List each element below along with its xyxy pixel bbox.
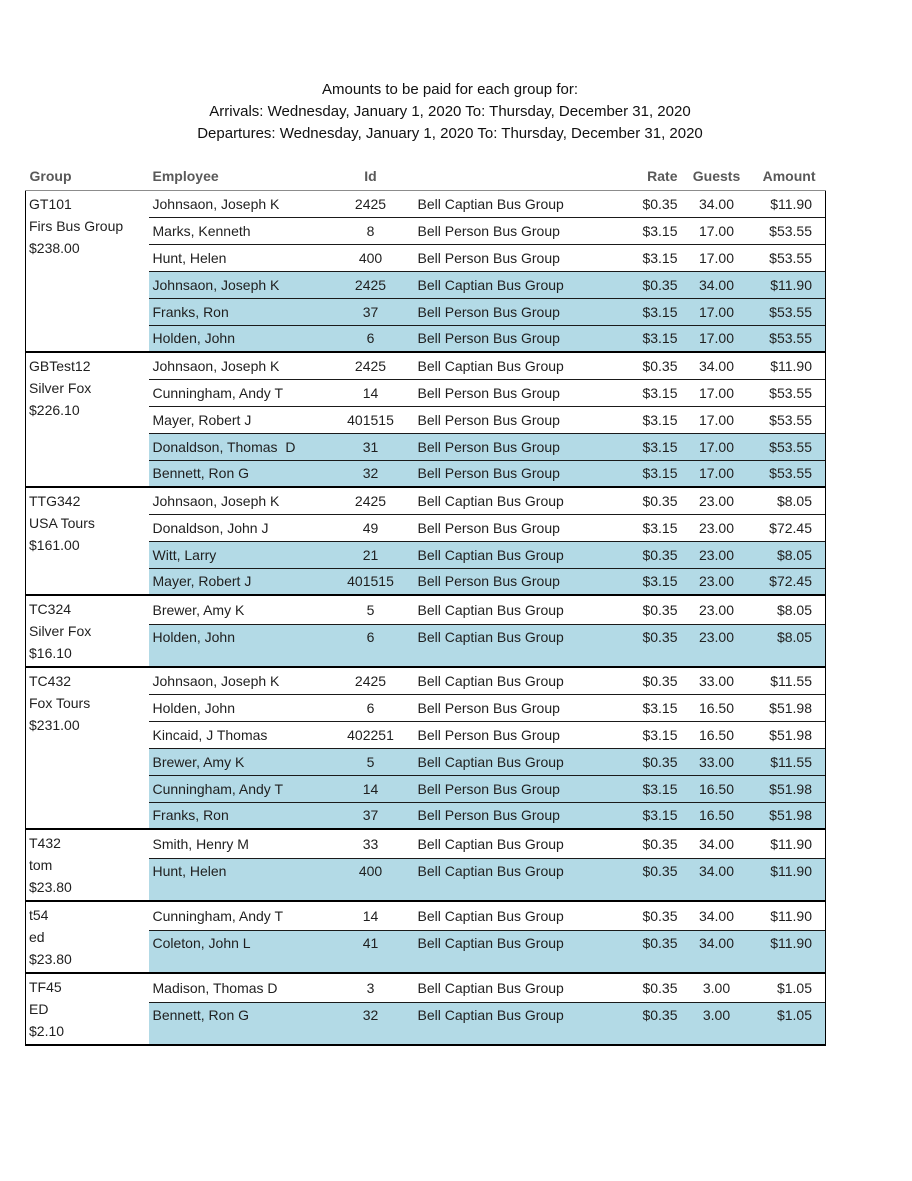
group-name: ED (29, 1001, 49, 1017)
id-cell: 6 (341, 325, 401, 352)
rate-cell: $0.35 (586, 541, 682, 568)
id-cell: 14 (341, 379, 401, 406)
rate-cell: $3.15 (586, 217, 682, 244)
table-row (26, 829, 826, 858)
id-cell: 3 (341, 973, 401, 1002)
group-code: t54 (29, 907, 49, 923)
amount-cell: $72.45 (752, 514, 826, 541)
group-total: $2.10 (29, 1023, 65, 1039)
group-total: $23.80 (29, 951, 72, 967)
employee-cell: Mayer, Robert J (149, 568, 341, 595)
amount-cell: $11.90 (752, 930, 826, 973)
service-cell: Bell Person Bus Group (401, 694, 586, 721)
id-cell: 8 (341, 217, 401, 244)
group-code: T432 (29, 835, 61, 851)
guests-cell: 16.50 (682, 802, 752, 829)
id-cell: 2425 (341, 667, 401, 694)
group-code: TF45 (29, 979, 62, 995)
table-row (26, 190, 826, 217)
group-amounts-table (25, 166, 826, 1046)
rate-cell: $3.15 (586, 460, 682, 487)
service-cell: Bell Captian Bus Group (401, 1002, 586, 1045)
rate-cell: $0.35 (586, 352, 682, 379)
group-cell (26, 973, 149, 1045)
amount-cell: $53.55 (752, 325, 826, 352)
id-cell: 5 (341, 595, 401, 624)
service-cell: Bell Person Bus Group (401, 775, 586, 802)
rate-cell: $0.35 (586, 1002, 682, 1045)
group-name: ed (29, 929, 45, 945)
service-cell: Bell Person Bus Group (401, 433, 586, 460)
group-name: USA Tours (29, 515, 95, 531)
id-cell: 32 (341, 460, 401, 487)
id-cell: 2425 (341, 352, 401, 379)
employee-cell: Bennett, Ron G (149, 1002, 341, 1045)
guests-cell: 17.00 (682, 298, 752, 325)
id-cell: 401515 (341, 406, 401, 433)
service-cell: Bell Captian Bus Group (401, 829, 586, 858)
service-cell: Bell Captian Bus Group (401, 595, 586, 624)
rate-cell: $0.35 (586, 973, 682, 1002)
service-cell: Bell Captian Bus Group (401, 930, 586, 973)
rate-cell: $3.15 (586, 298, 682, 325)
employee-cell: Johnsaon, Joseph K (149, 667, 341, 694)
id-cell: 400 (341, 244, 401, 271)
guests-cell: 23.00 (682, 487, 752, 514)
id-cell: 6 (341, 624, 401, 667)
id-cell: 401515 (341, 568, 401, 595)
id-cell: 2425 (341, 271, 401, 298)
column-header-guests: Guests (682, 166, 752, 190)
guests-cell: 23.00 (682, 624, 752, 667)
amount-cell: $8.05 (752, 624, 826, 667)
column-header-employee: Employee (149, 166, 341, 190)
id-cell: 31 (341, 433, 401, 460)
amount-cell: $1.05 (752, 1002, 826, 1045)
rate-cell: $3.15 (586, 433, 682, 460)
group-total: $226.10 (29, 402, 80, 418)
group-total: $238.00 (29, 239, 80, 256)
guests-cell: 23.00 (682, 541, 752, 568)
group-total: $16.10 (29, 645, 72, 661)
rate-cell: $3.15 (586, 514, 682, 541)
group-total: $161.00 (29, 537, 80, 553)
employee-cell: Cunningham, Andy T (149, 775, 341, 802)
service-cell: Bell Captian Bus Group (401, 973, 586, 1002)
rate-cell: $0.35 (586, 829, 682, 858)
group-name: Silver Fox (29, 380, 92, 396)
table-row (26, 595, 826, 624)
amount-cell: $11.90 (752, 352, 826, 379)
amount-cell: $11.55 (752, 748, 826, 775)
service-cell: Bell Person Bus Group (401, 244, 586, 271)
guests-cell: 33.00 (682, 748, 752, 775)
amount-cell: $11.90 (752, 901, 826, 930)
report-arrivals-range: Arrivals: Wednesday, January 1, 2020 To: Thursday, December 31, 2020 (209, 103, 691, 120)
amount-cell: $51.98 (752, 802, 826, 829)
group-code: TC432 (29, 673, 72, 689)
group-name: Silver Fox (29, 623, 92, 639)
group-cell (26, 901, 149, 973)
rate-cell: $0.35 (586, 624, 682, 667)
service-cell: Bell Person Bus Group (401, 379, 586, 406)
guests-cell: 17.00 (682, 406, 752, 433)
guests-cell: 34.00 (682, 858, 752, 901)
id-cell: 37 (341, 802, 401, 829)
table-row (26, 667, 826, 694)
amount-cell: $53.55 (752, 244, 826, 271)
id-cell: 21 (341, 541, 401, 568)
employee-cell: Hunt, Helen (149, 858, 341, 901)
rate-cell: $0.35 (586, 930, 682, 973)
column-header-service (401, 166, 586, 190)
service-cell: Bell Captian Bus Group (401, 748, 586, 775)
group-cell (26, 667, 149, 829)
id-cell: 33 (341, 829, 401, 858)
service-cell: Bell Captian Bus Group (401, 667, 586, 694)
amount-cell: $11.55 (752, 667, 826, 694)
rate-cell: $0.35 (642, 195, 678, 212)
employee-cell: Cunningham, Andy T (149, 901, 341, 930)
table-body (26, 190, 826, 1045)
guests-cell: 17.00 (682, 244, 752, 271)
rate-cell: $0.35 (586, 748, 682, 775)
id-cell: 14 (341, 901, 401, 930)
service-cell: Bell Captian Bus Group (401, 624, 586, 667)
rate-cell: $3.15 (586, 802, 682, 829)
service-cell: Bell Captian Bus Group (401, 541, 586, 568)
amount-cell: $53.55 (752, 433, 826, 460)
report-title: Amounts to be paid for each group for: (322, 81, 578, 98)
rate-cell: $0.35 (586, 487, 682, 514)
employee-cell: Johnsaon, Joseph K (149, 271, 341, 298)
id-cell: 37 (341, 298, 401, 325)
service-cell: Bell Person Bus Group (401, 514, 586, 541)
rate-cell: $0.35 (586, 595, 682, 624)
group-name: tom (29, 857, 53, 873)
id-cell: 6 (341, 694, 401, 721)
guests-cell: 16.50 (682, 694, 752, 721)
rate-cell: $3.15 (586, 244, 682, 271)
id-cell: 402251 (341, 721, 401, 748)
group-cell (26, 190, 149, 352)
group-code: GT101 (29, 195, 72, 212)
employee-cell: Franks, Ron (149, 802, 341, 829)
guests-cell: 17.00 (682, 325, 752, 352)
service-cell: Bell Captian Bus Group (401, 352, 586, 379)
service-cell: Bell Captian Bus Group (401, 901, 586, 930)
rate-cell: $0.35 (586, 901, 682, 930)
employee-cell: Johnsaon, Joseph K (152, 195, 280, 212)
employee-cell: Marks, Kenneth (149, 217, 341, 244)
column-header-group: Group (26, 166, 149, 190)
employee-cell: Johnsaon, Joseph K (149, 487, 341, 514)
guests-cell: 16.50 (682, 721, 752, 748)
guests-cell: 23.00 (682, 568, 752, 595)
guests-cell: 3.00 (682, 973, 752, 1002)
table-row (26, 352, 826, 379)
guests-cell: 34.00 (682, 930, 752, 973)
rate-cell: $3.15 (586, 694, 682, 721)
guests-cell: 34.00 (682, 829, 752, 858)
amount-cell: $51.98 (752, 721, 826, 748)
employee-cell: Cunningham, Andy T (149, 379, 341, 406)
guests-cell: 3.00 (682, 1002, 752, 1045)
service-cell: Bell Person Bus Group (401, 802, 586, 829)
table-row (26, 901, 826, 930)
guests-cell: 23.00 (682, 595, 752, 624)
service-cell: Bell Captian Bus Group (401, 271, 586, 298)
guests-cell: 34.00 (698, 195, 735, 212)
amount-cell: $53.55 (752, 217, 826, 244)
column-header-id: Id (341, 166, 401, 190)
rate-cell: $3.15 (586, 325, 682, 352)
amount-cell: $8.05 (752, 595, 826, 624)
amount-cell: $11.90 (752, 190, 826, 217)
id-cell: 2425 (341, 487, 401, 514)
service-cell: Bell Captian Bus Group (401, 858, 586, 901)
guests-cell: 34.00 (682, 901, 752, 930)
amount-cell: $53.55 (752, 460, 826, 487)
employee-cell: Donaldson, Thomas D (149, 433, 341, 460)
group-cell (26, 595, 149, 667)
group-total: $23.80 (29, 879, 72, 895)
id-cell: 14 (341, 775, 401, 802)
employee-cell: Brewer, Amy K (149, 595, 341, 624)
service-cell: Bell Captian Bus Group (417, 195, 564, 212)
rate-cell: $0.35 (586, 667, 682, 694)
rate-cell: $0.35 (586, 271, 682, 298)
employee-cell: Hunt, Helen (149, 244, 341, 271)
guests-cell: 17.00 (682, 433, 752, 460)
employee-cell: Mayer, Robert J (149, 406, 341, 433)
service-cell: Bell Person Bus Group (401, 298, 586, 325)
report-departures-range: Departures: Wednesday, January 1, 2020 To: Thursday, December 31, 2020 (197, 125, 703, 142)
employee-cell: Donaldson, John J (149, 514, 341, 541)
employee-cell: Witt, Larry (149, 541, 341, 568)
guests-cell: 34.00 (682, 271, 752, 298)
employee-cell: Brewer, Amy K (149, 748, 341, 775)
group-name: Fox Tours (29, 695, 91, 711)
rate-cell: $0.35 (586, 858, 682, 901)
employee-cell: Smith, Henry M (149, 829, 341, 858)
table-row (26, 973, 826, 1002)
group-cell (26, 829, 149, 901)
employee-cell: Madison, Thomas D (149, 973, 341, 1002)
guests-cell: 17.00 (682, 217, 752, 244)
service-cell: Bell Person Bus Group (401, 325, 586, 352)
service-cell: Bell Person Bus Group (401, 568, 586, 595)
group-cell (26, 487, 149, 595)
amount-cell: $72.45 (752, 568, 826, 595)
employee-cell: Holden, John (149, 325, 341, 352)
amount-cell: $53.55 (752, 379, 826, 406)
id-cell: 5 (341, 748, 401, 775)
id-cell: 49 (341, 514, 401, 541)
report-header (0, 0, 900, 145)
amount-cell: $11.90 (752, 829, 826, 858)
id-cell: 32 (341, 1002, 401, 1045)
amount-cell: $8.05 (752, 487, 826, 514)
guests-cell: 16.50 (682, 775, 752, 802)
amount-cell: $51.98 (752, 775, 826, 802)
guests-cell: 34.00 (682, 352, 752, 379)
column-header-rate: Rate (586, 166, 682, 190)
service-cell: Bell Person Bus Group (401, 721, 586, 748)
id-cell: 41 (341, 930, 401, 973)
employee-cell: Holden, John (149, 694, 341, 721)
group-code: GBTest12 (29, 358, 91, 374)
rate-cell: $3.15 (586, 379, 682, 406)
amount-cell: $53.55 (752, 406, 826, 433)
amount-cell: $11.90 (752, 271, 826, 298)
id-cell: 2425 (354, 195, 387, 212)
id-cell: 400 (341, 858, 401, 901)
group-total: $231.00 (29, 717, 80, 733)
guests-cell: 17.00 (682, 460, 752, 487)
employee-cell: Kincaid, J Thomas (149, 721, 341, 748)
group-cell (26, 352, 149, 487)
table-row (26, 487, 826, 514)
rate-cell: $3.15 (586, 568, 682, 595)
guests-cell: 23.00 (682, 514, 752, 541)
employee-cell: Holden, John (149, 624, 341, 667)
service-cell: Bell Person Bus Group (401, 460, 586, 487)
amount-cell: $51.98 (752, 694, 826, 721)
group-name: Firs Bus Group (29, 217, 124, 234)
amount-cell: $8.05 (752, 541, 826, 568)
table-header-row (26, 166, 826, 190)
guests-cell: 33.00 (682, 667, 752, 694)
group-code: TC324 (29, 601, 72, 617)
service-cell: Bell Person Bus Group (401, 406, 586, 433)
group-code: TTG342 (29, 493, 81, 509)
rate-cell: $3.15 (586, 406, 682, 433)
employee-cell: Coleton, John L (149, 930, 341, 973)
guests-cell: 17.00 (682, 379, 752, 406)
rate-cell: $3.15 (586, 775, 682, 802)
employee-cell: Bennett, Ron G (149, 460, 341, 487)
employee-cell: Johnsaon, Joseph K (149, 352, 341, 379)
service-cell: Bell Person Bus Group (401, 217, 586, 244)
column-header-amount: Amount (752, 166, 826, 190)
amount-cell: $53.55 (752, 298, 826, 325)
rate-cell: $3.15 (586, 721, 682, 748)
amount-cell: $11.90 (752, 858, 826, 901)
service-cell: Bell Captian Bus Group (401, 487, 586, 514)
employee-cell: Franks, Ron (149, 298, 341, 325)
amount-cell: $1.05 (752, 973, 826, 1002)
